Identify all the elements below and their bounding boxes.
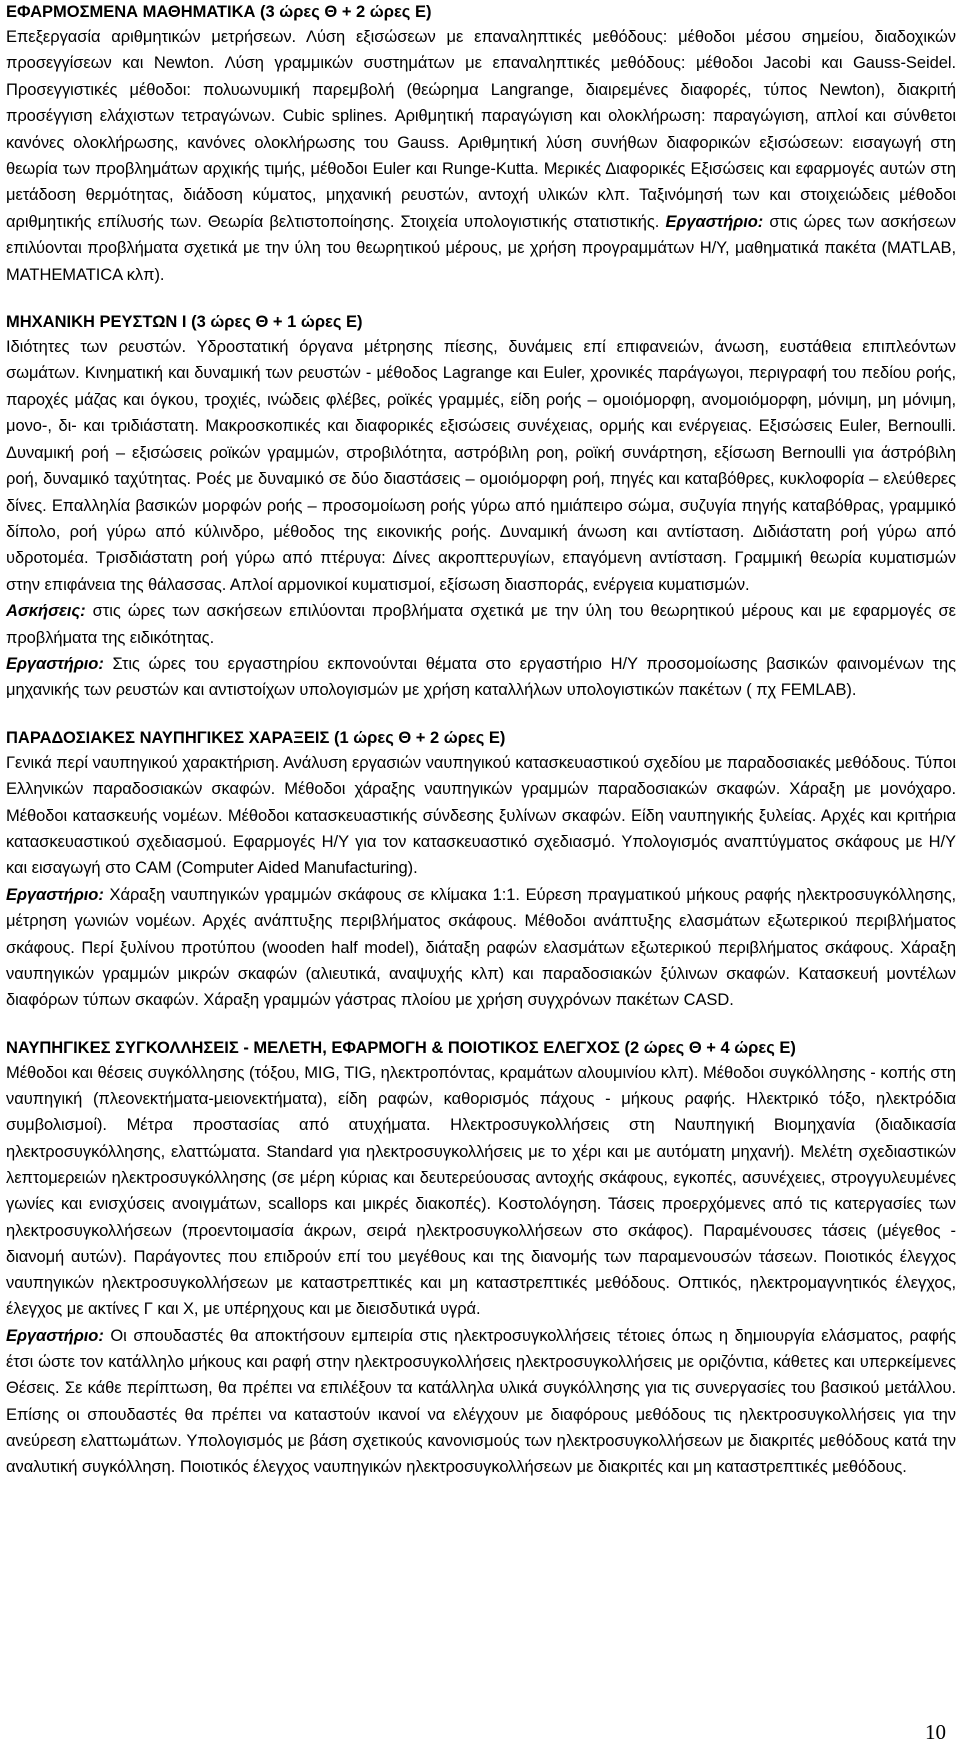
section-ship-welding — [6, 1036, 956, 1481]
section-body: Ιδιότητες των ρευστών. Υδροστατική όργανα μέτρησης πίεσης, δυνάμεις επί επιφανειών, άνωση, ευστάθεια επιπλεόντων σωμάτων. Κινηματική και δυναμική των ρευστών - μέθοδος Lagrange και Euler, χρονικές παράγωγοι, περιγραφή του πεδίου ροής, παροχές μάζας και όγκου, τροχιές, ινώδεις φλέβες, ροϊκές γραμμές, είδη ροής – ομοιόμορφη, ανομοιόμορφη, μόνιμη, μη μόνιμη, μονο-, δι- και τριδιάστατη. Μακροσκοπικές και διαφορικές εξισώσεις συνέχειας, ορμής και ενέργειας. Εξισώσεις Euler, Bernoulli. Δυναμική ροή – εξισώσεις ροϊκών γραμμών, στροβιλότητα, αστρόβιλη ροη, ροϊκή συνάρτηση, εξίσωση Bernoulli για άστρόβιλη ροή, δυναμικό ταχύτητας. Ροές με δυναμικό σε δύο διαστάσεις – ομοιόμορφη ροή, πηγές και καταβόθρες, κυκλοφορία – ελεύθερες δίνες. Επαλληλία βασικών μορφών ροής – προσομοίωση ροής γύρω από ημιάπειρο σώμα, συζυγία πηγής καταβόθρας, γραμμικό δίπολο, ροή γύρω από κύλινδρο, μέθοδος της εικονικής ροής. Δυναμική άνωση και αντίσταση. Διδιάστατη ροή γύρω από υδροτομέα. Τρισδιάστατη ροή γύρω από πτέρυγα: Δίνες ακροπτερυγίων, επαγόμενη αντίσταση. Γραμμική θεωρία κυματισμών στην επιφάνεια της θάλασσας. Απλοί αρμονικοί κυματισμοί, εξίσωση διασποράς, ενέργεια κυματισμών. — [6, 338, 956, 594]
lab-paragraph — [6, 882, 956, 1014]
page-number: 10 — [925, 1720, 946, 1744]
section-title: ΠΑΡΑΔΟΣΙΑΚΕΣ ΝΑΥΠΗΓΙΚΕΣ ΧΑΡΑΞΕΙΣ (1 ώρες Θ + 2 ώρες Ε) — [6, 728, 506, 747]
section-title: ΕΦΑΡΜΟΣΜΕΝΑ ΜΑΘΗΜΑΤΙΚΑ (3 ώρες Θ + 2 ώρες Ε) — [6, 3, 432, 21]
lab-text: Χάραξη ναυπηγικών γραμμών σκάφους σε κλίμακα 1:1. Εύρεση πραγματικού μήκους ραφής ηλεκτροσυγκόλλησης, μέτρηση γωνιών νομέων. Αρχές ανάπτυξης περιβλήματος σκάφους. Μέθοδοι ανάπτυξης ελασμάτων εξωτερικού περιβλήματος σκάφους. Περί ξυλίνου προτύπου (wooden half model), διάταξη ραφών ελασμάτων εξωτερικού περιβλήματος σκάφους. Χάραξη ναυπηγικών γραμμών μικρών σκαφών (αλιευτικά, αναψυχής κλπ) και παραδοσιακών ξύλινων σκαφών. Κατασκευή μοντέλων διαφόρων τύπων σκαφών. Χάραξη γραμμών γάστρας πλοίου με χρήση συγχρόνων πακέτων CASD. — [6, 885, 956, 1010]
section-body-text: Επεξεργασία αριθμητικών μετρήσεων. Λύση εξισώσεων με επαναληπτικές μεθόδους: μέθοδοι μέσου σημείου, διαδοχικών προσεγγίσεων και Newton. Λύση γραμμικών συστημάτων με επαναληπτικές μεθόδους: μέθοδοι Jacobi και Gauss-Seidel. Προσεγγιστικές μέθοδοι: πολυωνυμική παρεμβολή (θεώρημα Langrange, διαιρεμένες διαφορές, τύπος Newton), διακριτή προσέγγιση ελάχιστων τετραγώνων. Cubic splines. Αριθμητική παραγώγιση και ολοκλήρωση: παραγώγιση, απλοί και σύνθετοι κανόνες ολοκλήρωσης, κανόνες ολοκλήρωσης του Gauss. Αριθμητική λύση συνήθων διαφορικών εξισώσεων: εισαγωγή στη θεωρία των προβλημάτων αρχικής τιμής, μέθοδοι Euler και Runge-Kutta. Μερικές Διαφορικές Εξισώσεις και εφαρμογές αυτών στη μετάδοση θερμότητας, διάδοση κύματος, μηχανική ρευστών, αντοχή υλικών κλπ. Ταξινόμησή των και στοιχειώδεις μέθοδοι αριθμητικής επίλυσής των. Θεωρία βελτιστοποίησης. Στοιχεία υπολογιστικής στατιστικής. — [6, 28, 956, 231]
lab-label: Εργαστήριο: — [6, 885, 104, 904]
section-title: ΜΗΧΑΝΙΚΗ ΡΕΥΣΤΩΝ Ι (3 ώρες Θ + 1 ώρες Ε) — [6, 313, 363, 332]
document-page — [6, 0, 956, 1481]
lab-text: στις ώρες των ασκήσεων επιλύονται προβλήματα σχετικά με την ύλη του θεωρητικού μέρους, με χρήση προγραμμάτων Η/Υ, μαθηματικά πακέτα (MATLAB, MATHEMATICA κλπ). — [6, 212, 956, 284]
section-title: ΝΑΥΠΗΓΙΚΕΣ ΣΥΓΚΟΛΛΗΣΕΙΣ - ΜΕΛΕΤΗ, ΕΦΑΡΜΟΓΗ & ΠΟΙΟΤΙΚΟΣ ΕΛΕΓΧΟΣ (2 ώρες Θ + 4 ώρες Ε) — [6, 1038, 796, 1057]
lab-label: Εργαστήριο: — [6, 654, 104, 673]
lab-text: Στις ώρες του εργαστηρίου εκπονούνται θέματα στο εργαστήριο Η/Υ προσομοίωσης βασικών φαινομένων της μηχανικής των ρευστών και αντιστοίχων υπολογισμών με χρήση καταλλήλων υπολογιστικών πακέτων ( πχ FEMLAB). — [6, 654, 956, 700]
lab-label: Εργαστήριο: — [665, 212, 764, 231]
section-traditional-lines — [6, 726, 956, 1014]
section-body — [6, 24, 956, 288]
section-body: Μέθοδοι και θέσεις συγκόλλησης (τόξου, MIG, TIG, ηλεκτροπόντας, κραμάτων αλουμινίου κλπ). Μέθοδοι συγκόλλησης - κοπής στη ναυπηγική (πλεονεκτήματα-μειονεκτήματα), είδη ραφών, καθορισμός πάχους - μήκους ραφής. Ηλεκτρικό τόξο, ηλεκτρόδια συμβολισμοί). Μέτρα προστασίας από ατυχήματα. Ηλεκτροσυγκολλήσεις στη Ναυπηγική Βιομηχανία (διαδικασία ηλεκτροσυγκόλλησης, ελαττώματα. Standard για ηλεκτροσυγκολλήσεις με το χέρι και με αυτόματη μηχανή). Μελέτη σχεδιαστικών λεπτομερειών ηλεκτροσυγκόλλησης (σε μέρη κύριας και δευτερεύουσας αντοχής σκάφους, εγκοπές, ασυνέχειες, στρογγυλευμένες γωνίες και ενισχύσεις ανοιγμάτων, scallops και μικρές διακοπές). Κοστολόγηση. Τάσεις προερχόμενες από τις κατεργασίες των ηλεκτροσυγκολλήσεων (προεντοιμασία άκρων, σειρά ηλεκτροσυγκολλήσεων στο σκάφος). Παραμένουσες τάσεις (μέγεθος - διανομή αυτών). Παράγοντες που επιδρούν επί του μεγέθους και της διανομής των παραμενουσών τάσεων. Ποιοτικός έλεγχος ναυπηγικών ηλεκτροσυγκολλήσεων με καταστρεπτικές και μη καταστρεπτικές μεθόδους. Οπτικός, ηλεκτρομαγνητικός έλεγχος, έλεγχος με ακτίνες Γ και Χ, με υπέρηχους και με διεισδυτικά υγρά. — [6, 1063, 956, 1319]
lab-label: Εργαστήριο: — [6, 1326, 104, 1345]
exercises-label: Ασκήσεις: — [6, 602, 86, 621]
section-applied-math — [6, 0, 956, 288]
section-fluid-mechanics — [6, 310, 956, 704]
lab-text: Οι σπουδαστές θα αποκτήσουν εμπειρία στις ηλεκτροσυγκολλήσεις τέτοιες όπως η δημιουργία ελάσματος, ραφής έτσι ώστε τον κατάλληλο μήκους και ραφή στην ηλεκτροσυγκολλήσεις ηλεκτροσυγκολλήσεις με οριζόντια, κάθετες και υπερκείμενες Θέσεις. Σε κάθε περίπτωση, θα πρέπει να επιλέξουν τα κατάλληλα υλικά συγκόλλησης για τις συνεργασίες του βασικού μετάλλου. Επίσης οι σπουδαστές θα πρέπει να καταστούν ικανοί να ελέγχουν με διαφόρους μεθόδους τις ηλεκτροσυγκολλήσεις για την ανεύρεση ελαττωμάτων. Υπολογισμός με βάση σχετικούς κανονισμούς των ηλεκτροσυγκολλήσεων με διακριτές μεθόδους κατά την αναλυτική συγκόλληση. Ποιοτικός έλεγχος ναυπηγικών ηλεκτροσυγκολλήσεων με διακριτές και μη καταστρεπτικές μεθόδους. — [6, 1326, 956, 1477]
lab-paragraph — [6, 1323, 956, 1481]
exercises-text: στις ώρες των ασκήσεων επιλύονται προβλήματα σχετικά με την ύλη του θεωρητικού μέρους και με εφαρμογές σε προβλήματα της ειδικότητας. — [6, 602, 956, 647]
lab-paragraph — [6, 651, 956, 704]
section-body: Γενικά περί ναυπηγικού χαρακτήριση. Ανάλυση εργασιών ναυπηγικού κατασκευαστικού σχεδίου με παραδοσιακές μεθόδους. Τύποι Ελληνικών παραδοσιακών σκαφών. Μέθοδοι χάραξης ναυπηγικών γραμμών παραδοσιακών σκαφών. Χάραξη με μονόχαρο. Μέθοδοι κατασκευής νομέων. Μέθοδοι κατασκευαστικής σύνδεσης ξυλίνων σκαφών. Είδη ναυπηγικής ξυλείας. Αρχές και κριτήρια κατασκευαστικού σχεδιασμού. Εφαρμογές Η/Υ για τον κατασκευαστικό σχεδιασμό. Υπολογισμός αναπτύγματος σκάφους με Η/Υ και εισαγωγή στο CAM (Computer Aided Manufacturing). — [6, 753, 956, 878]
exercises-paragraph — [6, 598, 956, 651]
